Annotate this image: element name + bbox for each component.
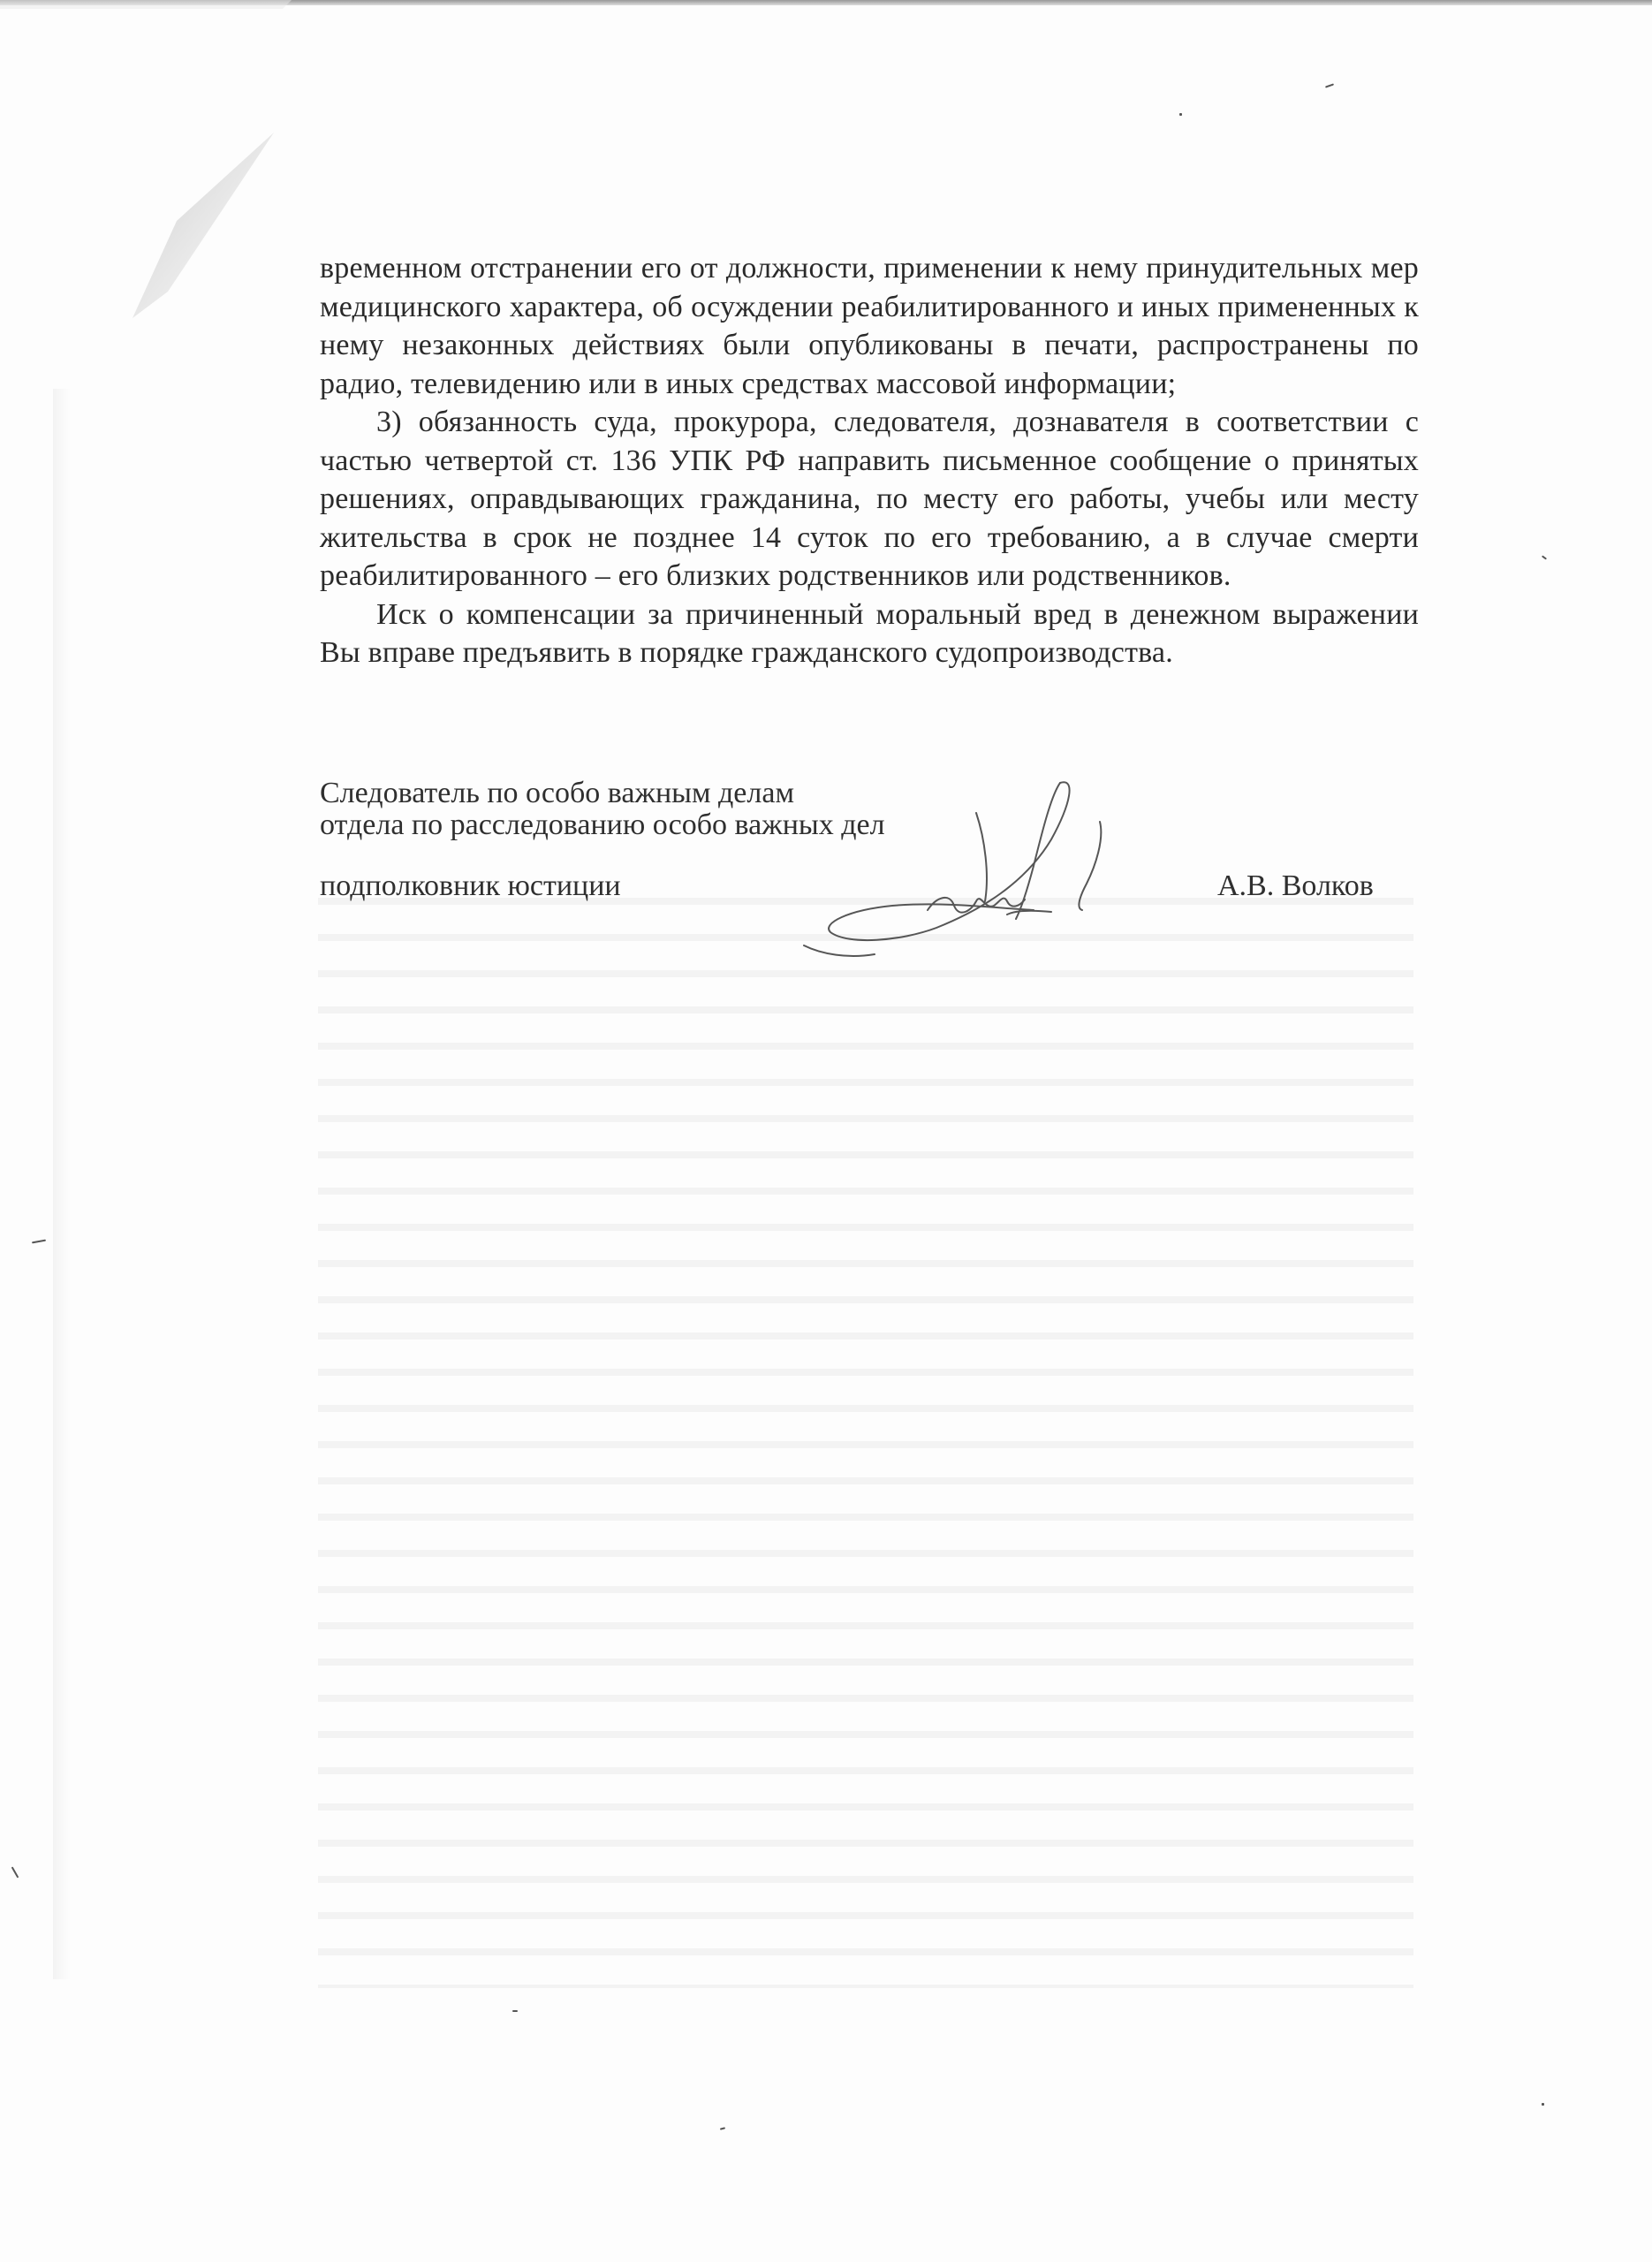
- paragraph-continuation: временном отстранении его от должности, применении к нему принудительных мер медицинского характера, об осуждении реабилитированного и иных примененных к нему незаконных действиях были опубликованы в печати, распространены по радио, телевидению или в иных средствах массовой информации;: [320, 252, 1419, 400]
- signatory-rank: подполковник юстиции: [320, 869, 621, 902]
- signatory-name: А.В. Волков: [1217, 869, 1374, 902]
- scan-speck: [11, 1866, 19, 1878]
- body-text: [320, 249, 1419, 672]
- paragraph-item-3: 3) обязанность суда, прокурора, следователя, дознавателя в соответствии с частью четвертой ст. 136 УПК РФ направить письменное сообщение о принятых решениях, оправдывающих гражданина, по месту его работы, учебы или месту жительства в срок не позднее 14 суток по его требованию, а в случае смерти реабилитированного – его близких родственников или родственников.: [320, 406, 1419, 592]
- position-line-1: Следователь по особо важным делам: [320, 777, 794, 809]
- scan-speck: [512, 2010, 518, 2012]
- scan-speck: [1542, 555, 1547, 559]
- bleed-through-text: [318, 875, 1413, 1988]
- scan-speck: [1542, 2103, 1544, 2106]
- scan-speck: [32, 1240, 46, 1244]
- handwritten-signature-icon: [795, 778, 1131, 972]
- scan-speck: [1325, 83, 1334, 87]
- scan-speck: [1179, 113, 1182, 116]
- scan-left-shadow: [53, 389, 71, 1979]
- folded-corner-shadow: [0, 0, 292, 424]
- scan-speck: [720, 2127, 725, 2129]
- position-line-2: отдела по расследованию особо важных дел: [320, 808, 885, 841]
- paragraph-claim: Иск о компенсации за причиненный моральный вред в денежном выражении Вы вправе предъявить в порядке гражданского судопроизводства.: [320, 597, 1419, 669]
